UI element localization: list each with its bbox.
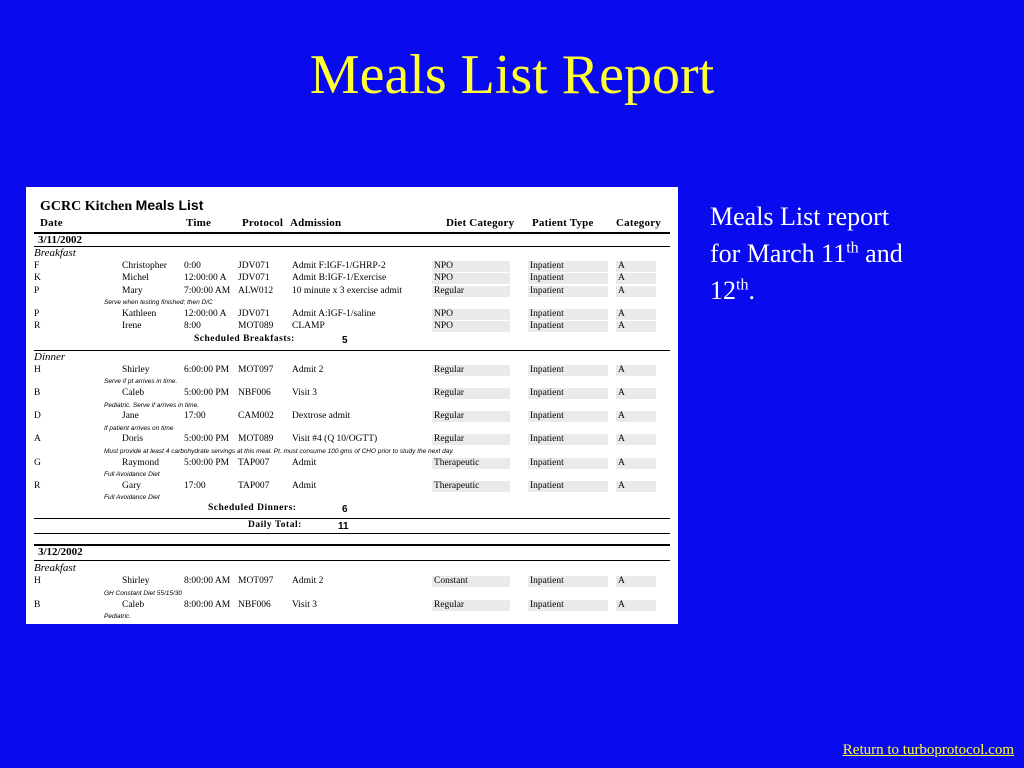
meal-note: Serve if pt arrives in time. (104, 378, 178, 385)
cell-time: 0:00 (184, 261, 201, 271)
cell-initial: G (34, 458, 41, 468)
day2-date-rule (34, 560, 670, 561)
cell-protocol: MOT097 (238, 365, 274, 375)
cell-time: 5:00:00 PM (184, 388, 230, 398)
cell-cat: A (618, 481, 625, 491)
cell-protocol: NBF006 (238, 600, 271, 610)
cell-ptype: Inpatient (530, 481, 564, 491)
cell-admission: Admit (292, 481, 317, 491)
cell-name: Raymond (122, 458, 159, 468)
col-header-patient-type: Patient Type (532, 217, 594, 229)
cell-ptype: Inpatient (530, 600, 564, 610)
table-row (26, 433, 678, 445)
cell-diet: NPO (434, 273, 454, 283)
day2-date: 3/12/2002 (38, 546, 83, 558)
cell-admission: Dextrose admit (292, 411, 351, 421)
cell-diet: Constant (434, 576, 468, 586)
cell-diet: Regular (434, 286, 465, 296)
cell-cat: A (618, 434, 625, 444)
cell-initial: H (34, 365, 41, 375)
cell-diet: Regular (434, 411, 465, 421)
daily-total-count: 11 (338, 521, 349, 532)
col-header-diet: Diet Category (446, 217, 515, 229)
table-row (26, 364, 678, 376)
col-header-category: Category (616, 217, 661, 229)
report-title-left: GCRC Kitchen (40, 199, 133, 214)
cell-time: 6:00:00 PM (184, 365, 230, 375)
side-line-3: 12 (710, 276, 736, 305)
meal-note: Full Avoidance Diet (104, 494, 160, 501)
cell-ptype: Inpatient (530, 411, 564, 421)
cell-name: Shirley (122, 365, 150, 375)
slide-body-text (710, 198, 1000, 309)
table-row (26, 272, 678, 284)
report-title (40, 197, 203, 215)
cell-initial: R (34, 321, 41, 331)
table-row (26, 599, 678, 611)
cell-name: Irene (122, 321, 142, 331)
cell-name: Michel (122, 273, 149, 283)
cell-protocol: MOT089 (238, 321, 274, 331)
dinner-end-rule (34, 518, 670, 519)
cell-name: Doris (122, 434, 144, 444)
cell-name: Shirley (122, 576, 150, 586)
cell-time: 8:00 (184, 321, 201, 331)
day1-breakfast-label: Breakfast (34, 247, 76, 259)
cell-admission: Admit B:IGF-1/Exercise (292, 273, 387, 283)
cell-initial: A (34, 434, 41, 444)
scheduled-breakfasts-label: Scheduled Breakfasts: (194, 334, 295, 344)
day1-end-rule (34, 533, 670, 534)
breakfast-end-rule (34, 350, 670, 351)
cell-diet: Therapeutic (434, 458, 480, 468)
cell-time: 17:00 (184, 411, 206, 421)
daily-total-label: Daily Total: (248, 520, 302, 530)
cell-ptype: Inpatient (530, 309, 564, 319)
cell-admission: Visit #4 (Q 10/OGTT) (292, 434, 378, 444)
day2-breakfast-label: Breakfast (34, 562, 76, 574)
cell-ptype: Inpatient (530, 273, 564, 283)
cell-cat: A (618, 286, 625, 296)
col-header-date: Date (40, 217, 63, 229)
col-header-time: Time (186, 217, 212, 229)
cell-admission: Visit 3 (292, 388, 318, 398)
col-header-admission: Admission (290, 217, 342, 229)
cell-cat: A (618, 273, 625, 283)
day2-top-rule (34, 544, 670, 546)
side-line-3b: . (748, 276, 755, 305)
cell-diet: Regular (434, 434, 465, 444)
table-row (26, 480, 678, 492)
header-rule (34, 232, 670, 234)
table-row (26, 320, 678, 332)
cell-admission: Admit (292, 458, 317, 468)
cell-admission: Admit 2 (292, 365, 324, 375)
cell-protocol: CAM002 (238, 411, 274, 421)
meals-list-report-image (26, 187, 678, 624)
cell-initial: B (34, 600, 41, 610)
cell-diet: NPO (434, 261, 454, 271)
cell-diet: Therapeutic (434, 481, 480, 491)
day1-date: 3/11/2002 (38, 234, 83, 246)
scheduled-breakfasts-count: 5 (342, 335, 348, 346)
cell-protocol: TAP007 (238, 481, 270, 491)
cell-cat: A (618, 261, 625, 271)
scheduled-dinners-count: 6 (342, 504, 348, 515)
cell-name: Christopher (122, 261, 167, 271)
cell-cat: A (618, 321, 625, 331)
cell-name: Caleb (122, 388, 145, 398)
cell-diet: Regular (434, 388, 465, 398)
cell-protocol: JDV071 (238, 309, 270, 319)
cell-admission: 10 minute x 3 exercise admit (292, 286, 403, 296)
table-row (26, 410, 678, 422)
scheduled-dinners-label: Scheduled Dinners: (208, 503, 297, 513)
cell-name: Kathleen (122, 309, 157, 319)
side-sup-2: th (736, 276, 749, 294)
cell-protocol: MOT089 (238, 434, 274, 444)
cell-name: Jane (122, 411, 139, 421)
cell-ptype: Inpatient (530, 458, 564, 468)
cell-ptype: Inpatient (530, 261, 564, 271)
cell-time: 8:00:00 AM (184, 576, 231, 586)
table-row (26, 285, 678, 297)
cell-initial: H (34, 576, 41, 586)
cell-protocol: ALW012 (238, 286, 274, 296)
meal-note: Serve when testing finished; then D/C (104, 299, 213, 306)
cell-time: 17:00 (184, 481, 206, 491)
cell-ptype: Inpatient (530, 365, 564, 375)
slide-title: Meals List Report (309, 44, 715, 106)
cell-admission: Admit 2 (292, 576, 324, 586)
table-row (26, 457, 678, 469)
meal-note: Pediatric. Serve if arrives in time. (104, 402, 200, 409)
cell-time: 5:00:00 PM (184, 458, 230, 468)
side-line-2: for March 11 (710, 239, 847, 268)
cell-name: Gary (122, 481, 141, 491)
cell-time: 12:00:00 A (184, 309, 227, 319)
day1-date-rule (34, 246, 670, 247)
cell-diet: Regular (434, 365, 465, 375)
cell-cat: A (618, 309, 625, 319)
meal-note: GH Constant Diet 55/15/30 (104, 590, 183, 597)
cell-cat: A (618, 600, 625, 610)
cell-diet: NPO (434, 309, 454, 319)
cell-cat: A (618, 388, 625, 398)
cell-cat: A (618, 458, 625, 468)
cell-ptype: Inpatient (530, 321, 564, 331)
cell-protocol: JDV071 (238, 273, 270, 283)
cell-cat: A (618, 576, 625, 586)
report-title-right: Meals List (135, 197, 204, 213)
cell-admission: Admit A:IGF-1/saline (292, 309, 376, 319)
side-line-1: Meals List report (710, 202, 890, 231)
cell-protocol: TAP007 (238, 458, 270, 468)
cell-initial: D (34, 411, 41, 421)
cell-diet: NPO (434, 321, 454, 331)
cell-initial: R (34, 481, 41, 491)
cell-time: 8:00:00 AM (184, 600, 231, 610)
cell-admission: Admit F:IGF-1/GHRP-2 (292, 261, 386, 271)
cell-protocol: NBF006 (238, 388, 271, 398)
meal-note: Pediatric. (104, 613, 132, 620)
cell-ptype: Inpatient (530, 434, 564, 444)
table-row (26, 260, 678, 272)
cell-diet: Regular (434, 600, 465, 610)
cell-cat: A (618, 411, 625, 421)
day1-dinner-label: Dinner (34, 351, 66, 363)
cell-initial: P (34, 286, 40, 296)
cell-protocol: MOT097 (238, 576, 274, 586)
cell-protocol: JDV071 (238, 261, 270, 271)
side-sup-1: th (846, 239, 859, 257)
meal-note: If patient arrives on time (104, 425, 174, 432)
cell-admission: Visit 3 (292, 600, 318, 610)
cell-name: Caleb (122, 600, 145, 610)
cell-name: Mary (122, 286, 143, 296)
cell-initial: F (34, 261, 40, 271)
cell-time: 7:00:00 AM (184, 286, 231, 296)
cell-cat: A (618, 365, 625, 375)
meal-note: Full Avoidance Diet (104, 471, 160, 478)
cell-time: 5:00:00 PM (184, 434, 230, 444)
cell-ptype: Inpatient (530, 286, 564, 296)
cell-initial: B (34, 388, 41, 398)
cell-ptype: Inpatient (530, 576, 564, 586)
cell-admission: CLAMP (292, 321, 325, 331)
table-row (26, 387, 678, 399)
table-row (26, 575, 678, 587)
cell-initial: P (34, 309, 40, 319)
cell-time: 12:00:00 A (184, 273, 227, 283)
meal-note: Must provide at least 4 carbohydrate servings at this meal. Pt. must consume 100 gms of CHO prior to study the next day. (104, 448, 454, 455)
cell-initial: K (34, 273, 41, 283)
side-line-2b: and (858, 239, 903, 268)
cell-ptype: Inpatient (530, 388, 564, 398)
col-header-protocol: Protocol (242, 217, 284, 229)
table-row (26, 308, 678, 320)
return-to-turboprotocol-link[interactable]: Return to turboprotocol.com (842, 742, 1014, 758)
